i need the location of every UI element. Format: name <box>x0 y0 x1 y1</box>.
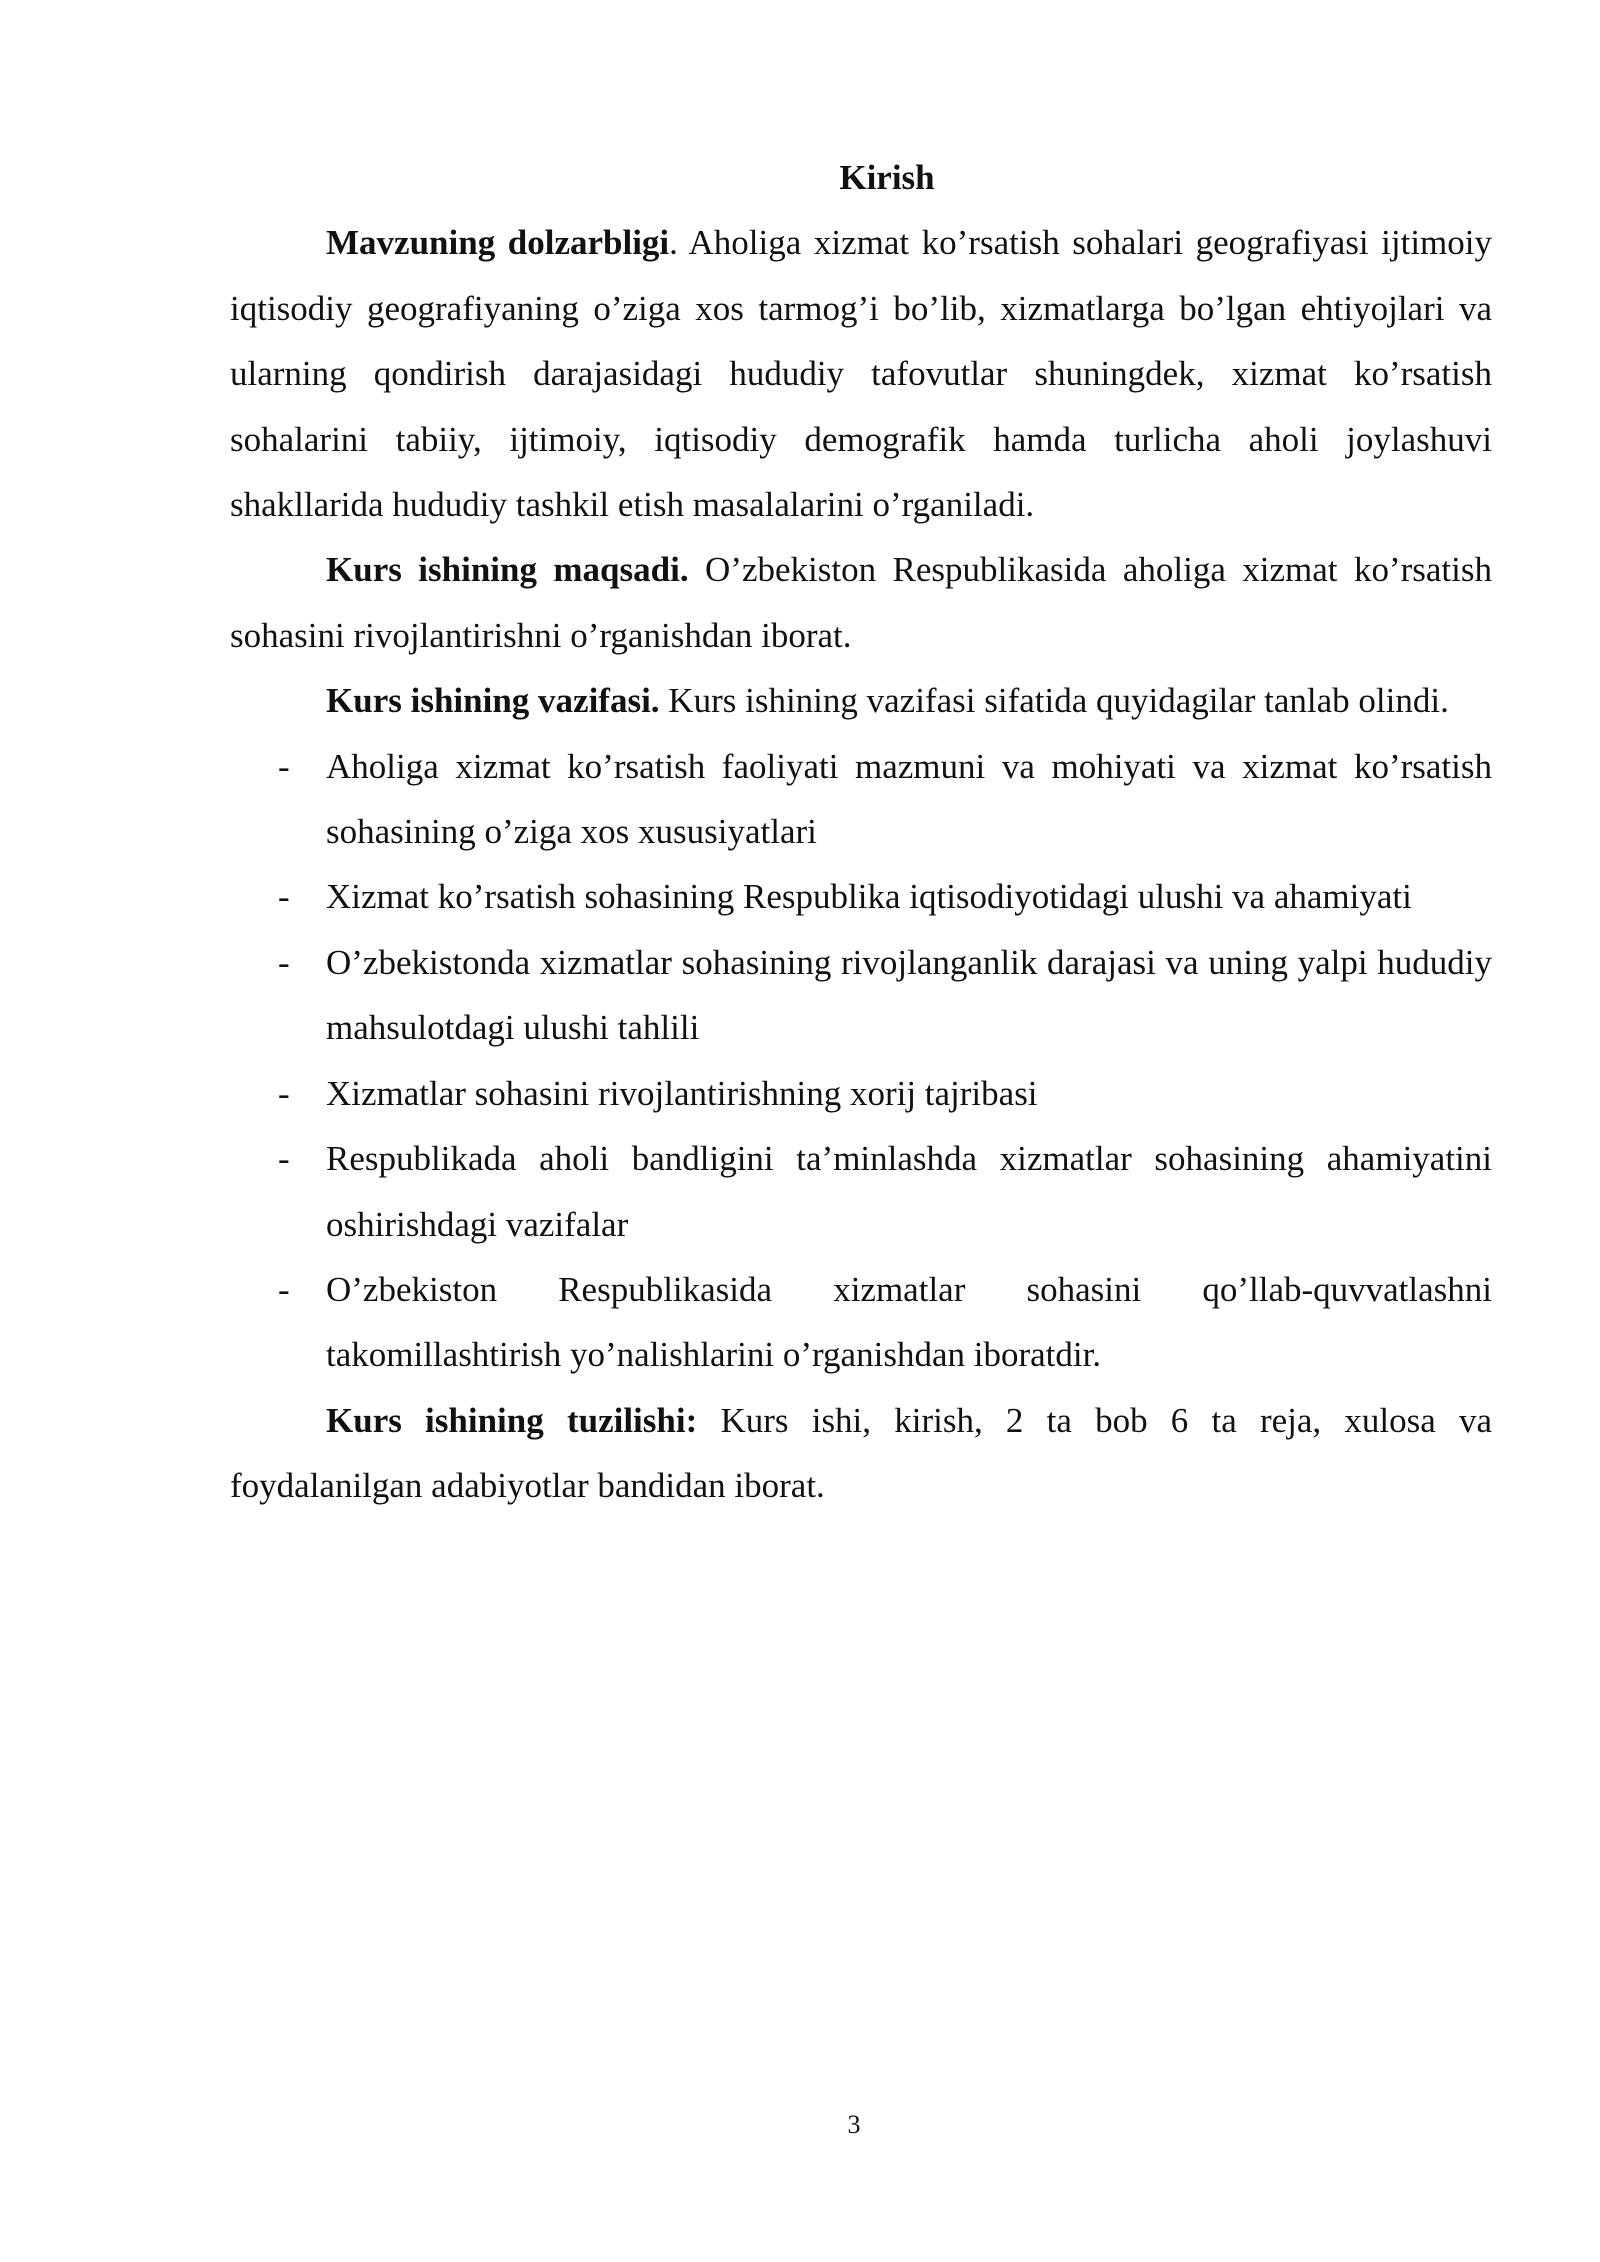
list-dash: - <box>278 746 290 786</box>
paragraph-tasks <box>230 668 1492 733</box>
list-item <box>278 1061 1492 1126</box>
tasks-heading: Kurs ishining vazifasi. <box>326 681 660 721</box>
list-dash: - <box>278 942 290 982</box>
relevance-heading: Mavzuning dolzarbligi <box>326 223 670 263</box>
list-item-text: O’zbekiston Respublikasida xizmatlar sohasini qo’llab-quvvatlashni takomillashtirish yo’nalishlarini o’rganishdan iboratdir. <box>326 1269 1492 1375</box>
list-item-text: Respublikada aholi bandligini ta’minlashda xizmatlar sohasining ahamiyatini oshirishdagi vazifalar <box>326 1139 1492 1244</box>
list-item <box>278 1257 1492 1388</box>
tasks-list <box>230 734 1492 1388</box>
structure-text: Kurs ishi, kirish, 2 ta bob 6 ta reja, xulosa va foydalanilgan adabiyotlar bandidan iborat. <box>230 1400 1492 1506</box>
list-item-text: Xizmatlar sohasini rivojlantirishning xorij tajribasi <box>326 1073 1038 1113</box>
list-item <box>278 1126 1492 1257</box>
list-dash: - <box>278 1269 290 1309</box>
paragraph-goal <box>230 537 1492 668</box>
list-item-text: Xizmat ko’rsatish sohasining Respublika iqtisodiyotidagi ulushi va ahamiyati <box>326 877 1412 917</box>
structure-heading: Kurs ishining tuzilishi: <box>326 1400 698 1440</box>
goal-heading: Kurs ishining maqsadi. <box>326 550 689 590</box>
tasks-text: Kurs ishining vazifasi sifatida quyidagilar tanlab olindi. <box>659 681 1449 721</box>
list-item-text: O’zbekistonda xizmatlar sohasining rivojlanganlik darajasi va uning yalpi hududiy mahsulotdagi ulushi tahlili <box>326 942 1492 1048</box>
list-dash: - <box>278 1139 290 1179</box>
list-item <box>278 734 1492 865</box>
page-number: 3 <box>847 2110 861 2139</box>
list-item <box>278 930 1492 1061</box>
list-dash: - <box>278 1073 290 1113</box>
page-title: Kirish <box>839 158 935 197</box>
paragraph-relevance <box>230 210 1492 537</box>
list-item <box>278 864 1492 929</box>
list-item-text: Aholiga xizmat ko’rsatish faoliyati mazmuni va mohiyati va xizmat ko’rsatish sohasining o’ziga xos xususiyatlari <box>326 746 1492 852</box>
paragraph-structure <box>230 1388 1492 1519</box>
relevance-text: . Aholiga xizmat ko’rsatish sohalari geografiyasi ijtimoiy iqtisodiy geografiyaning o’ziga xos tarmog’i bo’lib, xizmatlarga bo’lgan ehtiyojlari va ularning qondirish darajasidagi hududiy tafovutlar shuningdek, xizmat ko’rsatish sohalarini tabiiy, ijtimoiy, iqtisodiy demografik hamda turlicha aholi joylashuvi shakllarida hududiy tashkil etish masalalarini o’rganiladi. <box>230 223 1492 525</box>
page-content <box>230 145 1492 1519</box>
goal-text: O’zbekiston Respublikasida aholiga xizmat ko’rsatish sohasini rivojlantirishni o’rganishdan iborat. <box>230 550 1492 655</box>
list-dash: - <box>278 877 290 917</box>
